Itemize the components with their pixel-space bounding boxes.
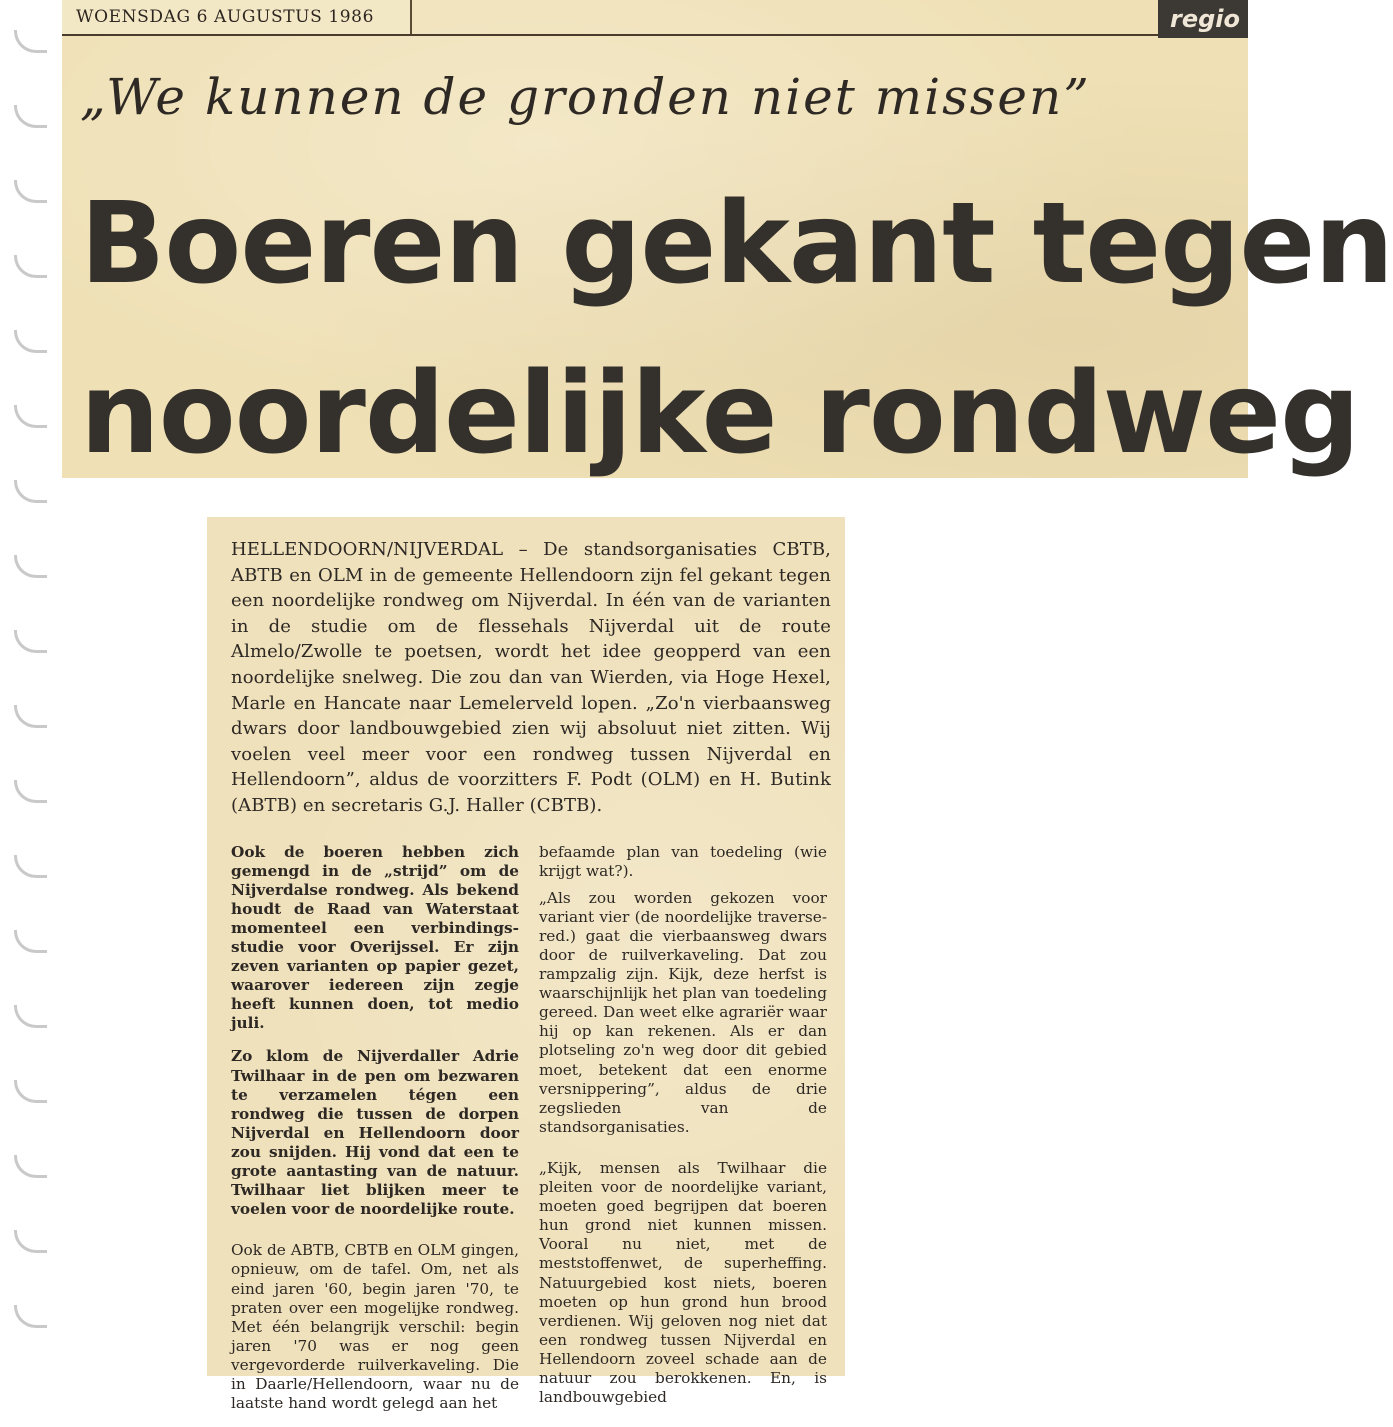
binder-hole <box>14 780 47 803</box>
binder-hole <box>14 255 47 278</box>
paragraph: „Kijk, mensen als Twilhaar die pleiten voor de noordelijke variant, moeten goed begrijpen dat boeren hun grond niet kunnen missen. Vooral nu niet, met de meststoffenwet, de superheffing. Natuurgebied kost niets, boeren moeten op hun grond hun brood verdienen. Wij geloven nog niet dat een rondweg tussen Nijverdal en Hellendoorn zoveel schade aan de natuur zou berokkenen. En, is landbouwgebied <box>539 1158 827 1407</box>
binder-hole <box>14 705 47 728</box>
binder-hole <box>14 930 47 953</box>
article-columns <box>231 843 831 1427</box>
paragraph: Zo klom de Nijverdaller Adrie Twilhaar in de pen om bezwaren te verzamelen tégen een rondweg die tussen de dorpen Nijverdal en Hellendoorn door zou snijden. Hij vond dat een te grote aantasting van de natuur. Twilhaar liet blijken meer te voelen voor de noordelijke route. <box>231 1047 519 1219</box>
left-column <box>231 843 519 1427</box>
article-lede: HELLENDOORN/NIJVERDAL – De standsorganisaties CBTB, ABTB en OLM in de gemeente Hellendoorn zijn fel gekant tegen een noordelijke rondweg om Nijverdal. In één van de varianten in de studie om de flessehals Nijverdal uit de route Almelo/Zwolle te poetsen, wordt het idee geopperd van een noordelijke snelweg. Die zou dan van Wierden, via Hoge Hexel, Marle en Hancate naar Lemelerveld lopen. „Zo'n vierbaansweg dwars door landbouwgebied zien wij absoluut niet zitten. Wij voelen veel meer voor een rondweg tussen Nijverdal en Hellendoorn”, aldus de voorzitters F. Podt (OLM) en H. Butink (ABTB) en secretaris G.J. Haller (CBTB). <box>231 539 831 816</box>
binder-hole <box>14 1230 47 1253</box>
publication-date: WOENSDAG 6 AUGUSTUS 1986 <box>76 7 374 27</box>
binder-hole <box>14 1005 47 1028</box>
right-column <box>539 843 827 1427</box>
binder-hole <box>14 1080 47 1103</box>
binder-hole <box>14 480 47 503</box>
binder-hole <box>14 30 47 53</box>
article-clipping <box>207 517 845 1413</box>
binder-hole <box>14 855 47 878</box>
binder-hole <box>14 105 47 128</box>
paragraph: Ook de ABTB, CBTB en OLM gingen, opnieuw, om de tafel. Om, net als eind jaren '60, begin jaren '70, te praten over een mogelijke rondweg. Met één belangrijk verschil: begin jaren '70 was er nog geen vergevorderde ruilverkaveling. Die in Daarle/Hellendoorn, waar nu de laatste hand wordt gelegd aan het <box>231 1241 519 1413</box>
binder-hole <box>14 1305 47 1328</box>
paragraph: „Als zou worden gekozen voor variant vier (de noordelijke traverse-red.) gaat die vierbaansweg dwars door de ruilverkaveling. Dat zou rampzalig zijn. Kijk, deze herfst is waarschijnlijk het plan van toedeling gereed. Dan weet elke agrariër waar hij op kan rekenen. Als er dan plotseling zo'n weg door dit gebied moet, betekent dat een enorme versnippering”, aldus de drie zegslieden van de standsorganisaties. <box>539 888 827 1136</box>
binder-hole <box>14 630 47 653</box>
binder-hole <box>14 330 47 353</box>
header-rule <box>410 34 1158 36</box>
paragraph: befaamde plan van toedeling (wie krijgt wat?). <box>539 842 827 880</box>
binder-hole <box>14 405 47 428</box>
headline-line-2: noordelijke rondweg <box>80 349 1360 479</box>
kicker-quote: „We kunnen de gronden niet missen” <box>80 68 1091 126</box>
binder-hole <box>14 180 47 203</box>
binder-hole <box>14 1155 47 1178</box>
binder-hole <box>14 555 47 578</box>
headline-line-1: Boeren gekant tegen <box>80 179 1393 309</box>
paragraph: Ook de boeren hebben zich gemengd in de „strijd” om de Nijverdalse rondweg. Als bekend houdt de Raad van Waterstaat momenteel een verbindings-studie voor Overijssel. Er zijn zeven varianten op papier gezet, waarover iedereen zijn zegje heeft kunnen doen, tot medio juli. <box>231 842 519 1033</box>
section-tab: regio <box>1158 0 1248 38</box>
